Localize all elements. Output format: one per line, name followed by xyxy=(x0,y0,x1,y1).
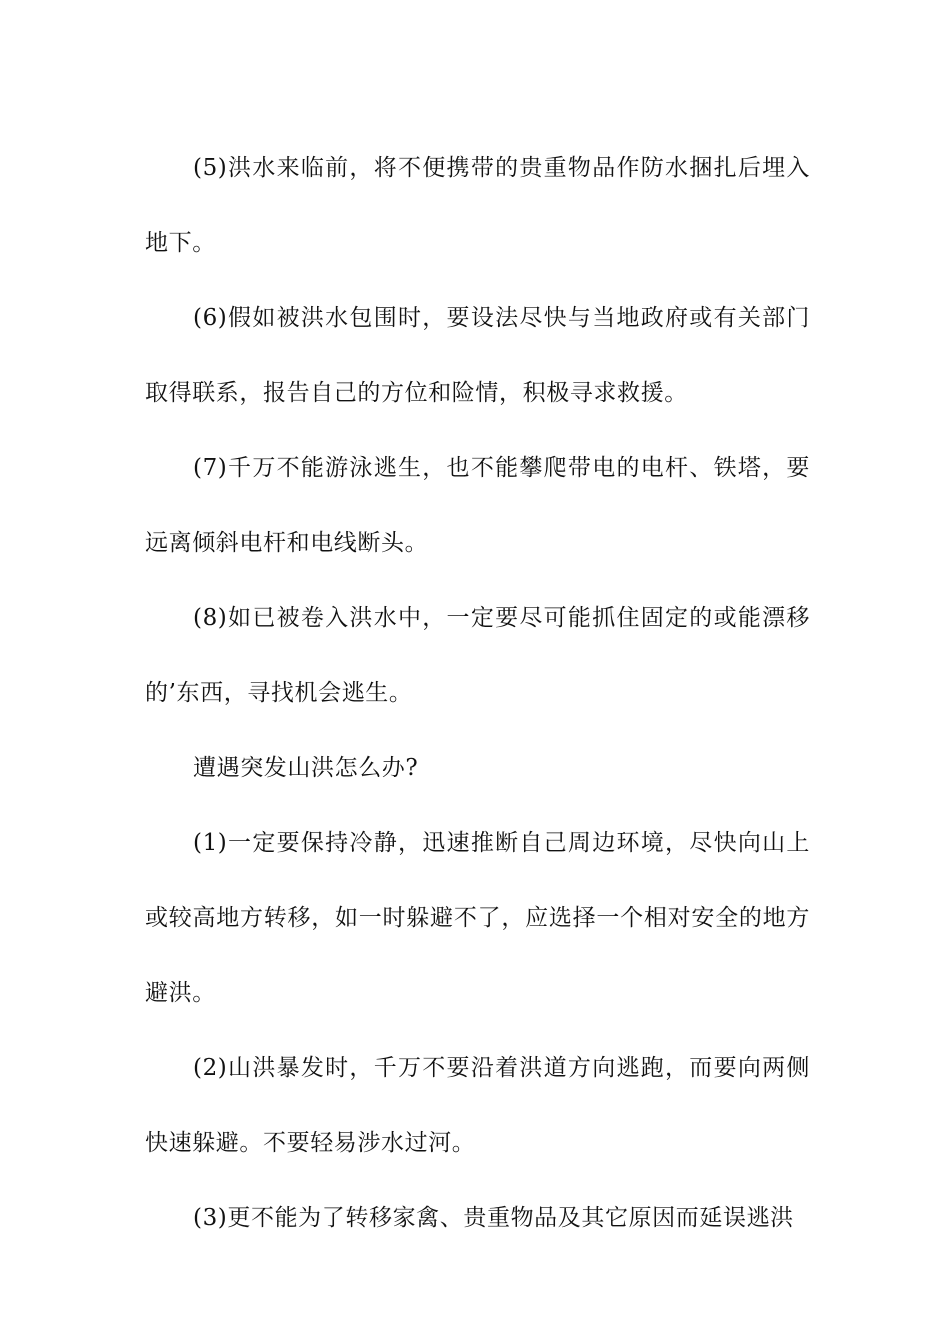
paragraph-item-2: (2)山洪暴发时，千万不要沿着洪道方向逃跑，而要向两侧快速躲避。不要轻易涉水过河。 xyxy=(145,1055,810,1156)
paragraph-item-6: (6)假如被洪水包围时，要设法尽快与当地政府或有关部门取得联系，报告自己的方位和险情，积极寻求救援。 xyxy=(145,305,810,406)
paragraph-item-5: (5)洪水来临前，将不便携带的贵重物品作防水捆扎后埋入地下。 xyxy=(145,155,810,256)
paragraph-item-3: (3)更不能为了转移家禽、贵重物品及其它原因而延误逃洪 xyxy=(193,1205,794,1231)
paragraph-item-7: (7)千万不能游泳逃生，也不能攀爬带电的电杆、铁塔，要远离倾斜电杆和电线断头。 xyxy=(145,455,810,556)
paragraph-item-1: (1)一定要保持冷静，迅速推断自己周边环境，尽快向山上或较高地方转移，如一时躲避不了，应选择一个相对安全的地方避洪。 xyxy=(145,830,810,1006)
section-heading: 遭遇突发山洪怎么办? xyxy=(193,755,419,781)
paragraph-item-8: (8)如已被卷入洪水中，一定要尽可能抓住固定的或能漂移的’东西，寻找机会逃生。 xyxy=(145,605,810,706)
document-body xyxy=(145,131,810,1256)
